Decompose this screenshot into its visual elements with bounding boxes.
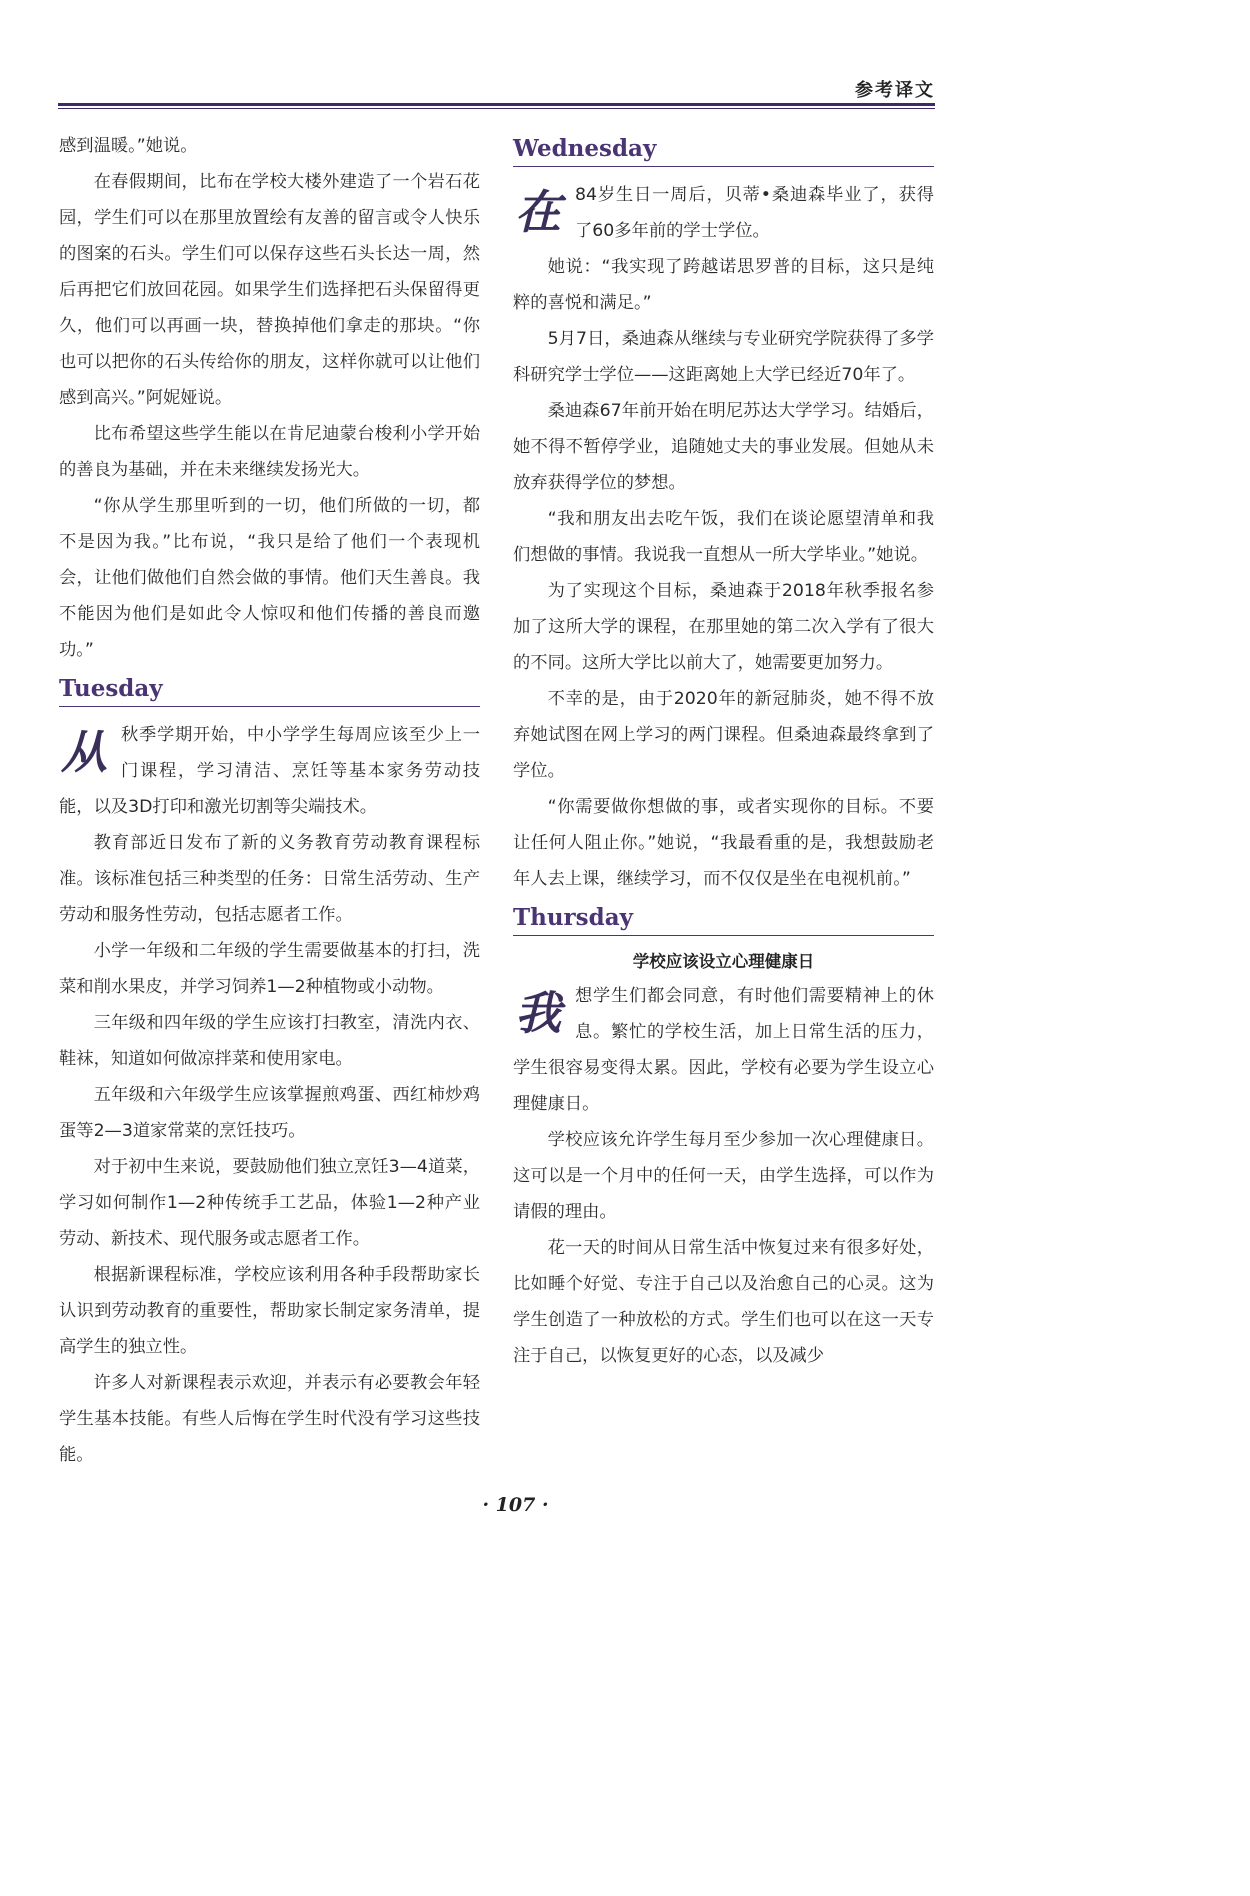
dropcap: 从 [61,725,107,779]
article-lead-paragraph [513,978,934,1122]
right-column [513,128,934,1374]
page-number: · 107 · [482,1494,549,1516]
page-section-title: 参考译文 [855,80,935,101]
dropcap: 在 [515,185,561,239]
article-lead-paragraph [513,177,934,249]
paragraph: “我和朋友出去吃午饭，我们在谈论愿望清单和我们想做的事情。我说我一直想从一所大学毕业。”她说。 [513,509,934,565]
dropcap: 我 [515,986,561,1040]
paragraph: 花一天的时间从日常生活中恢复过来有很多好处，比如睡个好觉、专注于自己以及治愈自己的心灵。这为学生创造了一种放松的方式。学生们也可以在这一天专注于自己，以恢复更好的心态，以及减少 [513,1238,934,1366]
lead-text: 秋季学期开始，中小学学生每周应该至少上一门课程，学习清洁、烹饪等基本家务劳动技能，以及3D打印和激光切割等尖端技术。 [59,725,480,817]
paragraph: 她说：“我实现了跨越诺思罗普的目标，这只是纯粹的喜悦和满足。” [513,257,934,313]
paragraph: 为了实现这个目标，桑迪森于2018年秋季报名参加了这所大学的课程，在那里她的第二次入学有了很大的不同。这所大学比以前大了，她需要更加努力。 [513,581,934,673]
paragraph: 桑迪森67年前开始在明尼苏达大学学习。结婚后，她不得不暂停学业，追随她丈夫的事业发展。但她从未放弃获得学位的梦想。 [513,401,934,493]
article-lead-paragraph [59,717,480,825]
paragraph: 三年级和四年级的学生应该打扫教室，清洗内衣、鞋袜，知道如何做凉拌菜和使用家电。 [59,1013,480,1069]
lead-text: 84岁生日一周后，贝蒂•桑迪森毕业了，获得了60多年前的学士学位。 [575,185,934,241]
paragraph: 根据新课程标准，学校应该利用各种手段帮助家长认识到劳动教育的重要性，帮助家长制定家务清单，提高学生的独立性。 [59,1265,480,1357]
paragraph: 小学一年级和二年级的学生需要做基本的打扫，洗菜和削水果皮，并学习饲养1—2种植物或小动物。 [59,941,480,997]
paragraph: “你从学生那里听到的一切，他们所做的一切，都不是因为我。”比布说，“我只是给了他们一个表现机会，让他们做他们自然会做的事情。他们天生善良。我不能因为他们是如此令人惊叹和他们传播的善良而邀功。” [59,496,480,660]
paragraph: 对于初中生来说，要鼓励他们独立烹饪3—4道菜，学习如何制作1—2种传统手工艺品，体验1—2种产业劳动、新技术、现代服务或志愿者工作。 [59,1157,480,1249]
paragraph: “你需要做你想做的事，或者实现你的目标。不要让任何人阻止你。”她说，“我最看重的是，我想鼓励老年人去上课，继续学习，而不仅仅是坐在电视机前。” [513,797,934,889]
paragraph: 五年级和六年级学生应该掌握煎鸡蛋、西红柿炒鸡蛋等2—3道家常菜的烹饪技巧。 [59,1085,480,1141]
paragraph: 学校应该允许学生每月至少参加一次心理健康日。这可以是一个月中的任何一天，由学生选择，可以作为请假的理由。 [513,1130,934,1222]
paragraph: 感到温暖。”她说。 [59,136,198,156]
paragraph: 5月7日，桑迪森从继续与专业研究学院获得了多学科研究学士学位——这距离她上大学已经近70年了。 [513,329,934,385]
paragraph: 在春假期间，比布在学校大楼外建造了一个岩石花园，学生们可以在那里放置绘有友善的留言或令人快乐的图案的石头。学生们可以保存这些石头长达一周，然后再把它们放回花园。如果学生们选择把石头保留得更久，他们可以再画一块，替换掉他们拿走的那块。“你也可以把你的石头传给你的朋友，这样你就可以让他们感到高兴。”阿妮娅说。 [59,172,480,408]
paragraph: 许多人对新课程表示欢迎，并表示有必要教会年轻学生基本技能。有些人后悔在学生时代没有学习这些技能。 [59,1373,480,1465]
header-rule-thick [58,103,935,106]
section-heading-thursday: Thursday [513,903,934,936]
paragraph: 教育部近日发布了新的义务教育劳动教育课程标准。该标准包括三种类型的任务：日常生活劳动、生产劳动和服务性劳动，包括志愿者工作。 [59,833,480,925]
left-column [59,128,480,1473]
paragraph: 不幸的是，由于2020年的新冠肺炎，她不得不放弃她试图在网上学习的两门课程。但桑迪森最终拿到了学位。 [513,689,934,781]
header-rule-thin [58,108,935,109]
article-title: 学校应该设立心理健康日 [632,952,815,971]
section-heading-wednesday: Wednesday [513,134,934,167]
lead-text: 想学生们都会同意，有时他们需要精神上的休息。繁忙的学校生活，加上日常生活的压力，学生很容易变得太累。因此，学校有必要为学生设立心理健康日。 [513,986,934,1114]
section-heading-tuesday: Tuesday [59,674,480,707]
paragraph: 比布希望这些学生能以在肯尼迪蒙台梭利小学开始的善良为基础，并在未来继续发扬光大。 [59,424,480,480]
